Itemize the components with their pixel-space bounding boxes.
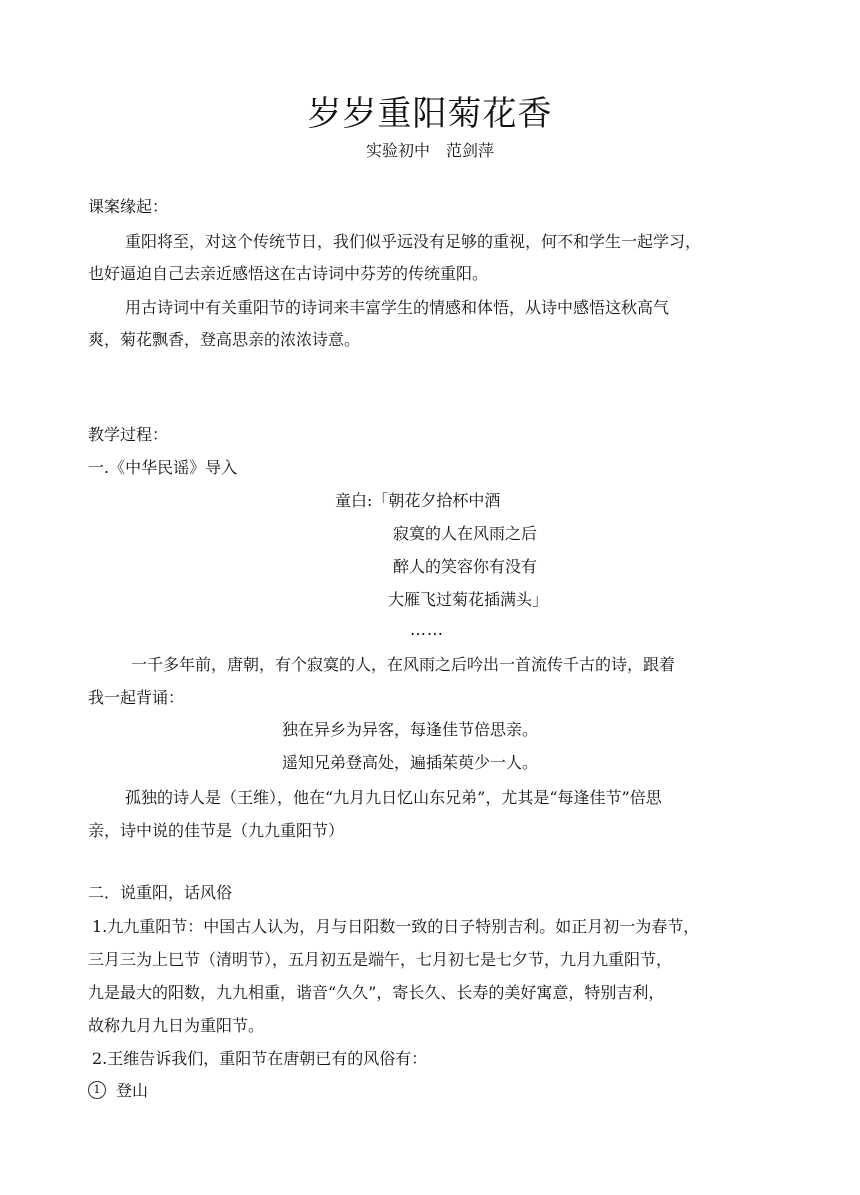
lyric-line: 童白:「朝花夕拾杯中酒 — [335, 491, 501, 510]
page-title: 岁岁重阳菊花香 — [307, 94, 553, 134]
paragraph-1-line-1: 重阳将至，对这个传统节日，我们似乎远没有足够的重视，何不和学生一起学习， — [125, 232, 702, 251]
item-1-line-3: 九是最大的阳数，九九相重，谐音“久久”，寄长久、长寿的美好寓意，特别吉利， — [88, 983, 665, 1002]
section-heading-process: 教学过程： — [88, 425, 169, 444]
paragraph-2-line-2: 爽，菊花飘香，登高思亲的浓浓诗意。 — [88, 330, 361, 349]
lyric-line: 大雁飞过菊花插满头」 — [388, 590, 549, 609]
lyric-line: 寂寞的人在风雨之后 — [393, 524, 538, 543]
ellipsis: …… — [410, 620, 444, 639]
paragraph-3-line-1: 一千多年前，唐朝，有个寂寞的人，在风雨之后吟出一首流传千古的诗，跟着 — [131, 655, 676, 674]
step-1-heading: 一.《中华民谣》导入 — [88, 458, 238, 477]
section-heading-customs: 二．说重阳，话风俗 — [88, 883, 233, 902]
circled-number-1: 1 — [88, 1081, 106, 1099]
paragraph-1-line-2: 也好逼迫自己去亲近感悟这在古诗词中芬芳的传统重阳。 — [88, 264, 489, 283]
section-heading-origin: 课案缘起： — [88, 197, 169, 216]
paragraph-4-line-1: 孤独的诗人是（王维），他在“九月九日忆山东兄弟”，尤其是“每逢佳节”倍思 — [125, 788, 662, 807]
paragraph-2-line-1: 用古诗词中有关重阳节的诗词来丰富学生的情感和体悟，从诗中感悟这秋高气 — [125, 298, 670, 317]
list-item — [88, 1081, 148, 1101]
paragraph-4-line-2: 亲，诗中说的佳节是（九九重阳节） — [88, 821, 345, 840]
list-item-text: 登山 — [116, 1081, 149, 1100]
item-1-line-2: 三月三为上巳节（清明节），五月初五是端午，七月初七是七夕节，九月九重阳节， — [88, 950, 673, 969]
paragraph-3-line-2: 我一起背诵： — [88, 688, 185, 707]
item-1-line-1: 1.九九重阳节：中国古人认为，月与日阳数一致的日子特别吉利。如正月初一为春节， — [92, 917, 700, 936]
lyric-line: 醉人的笑容你有没有 — [393, 557, 538, 576]
item-1-line-4: 故称九月九日为重阳节。 — [88, 1016, 265, 1035]
poem-line: 独在异乡为异客，每逢佳节倍思亲。 — [282, 720, 539, 739]
item-2: 2.王维告诉我们，重阳节在唐朝已有的风俗有： — [92, 1049, 428, 1068]
poem-line: 遥知兄弟登高处，遍插茱萸少一人。 — [282, 753, 539, 772]
author-line: 实验初中 范剑萍 — [365, 141, 494, 160]
